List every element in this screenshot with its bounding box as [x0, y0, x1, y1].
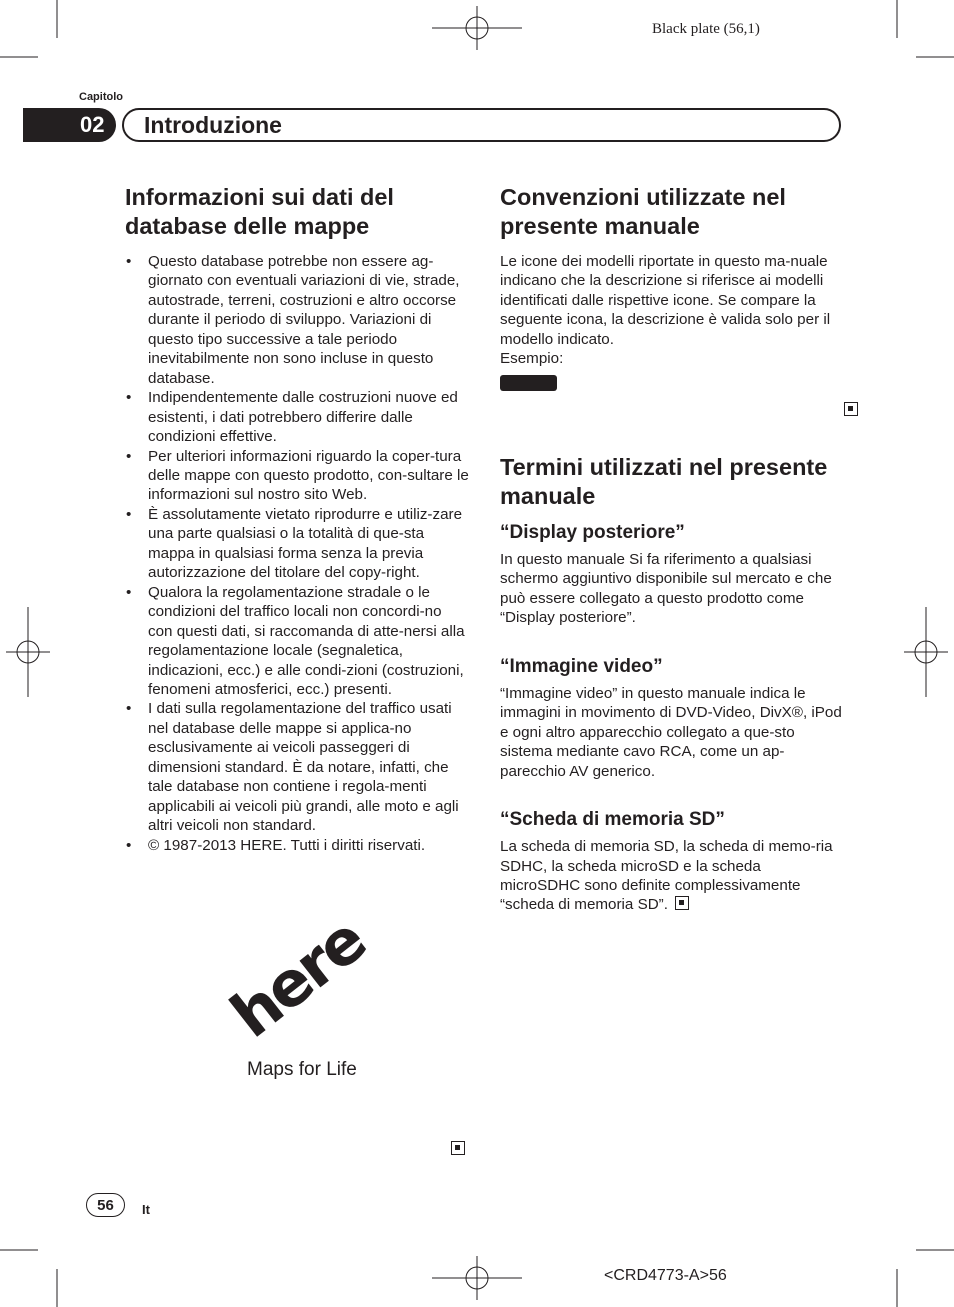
model-icon: [500, 375, 557, 391]
language-code: It: [142, 1202, 150, 1217]
conventions-heading: Convenzioni utilizzate nel presente manuale: [500, 184, 786, 239]
section-end-icon: [675, 896, 689, 910]
document-code: <CRD4773-A>56: [604, 1267, 727, 1284]
here-logo: [217, 903, 378, 1052]
conventions-text: Le icone dei modelli riportate in questo ma-nuale indicano che la descrizione si riferisce ai modelli identificati dalle rispettive icone. Se compare la seguente icona, la descrizione è valida solo per il modello indicato.: [500, 253, 831, 348]
section-end-icon: [451, 1141, 465, 1155]
logo-tagline: Maps for Life: [247, 1059, 357, 1080]
section-end-icon: [844, 402, 858, 416]
term-title: “Immagine video”: [500, 655, 663, 677]
chapter-number-text: 02: [80, 112, 105, 137]
map-database-bullet-list: [125, 252, 470, 855]
terms-heading: Termini utilizzati nel presente manuale: [500, 454, 828, 509]
chapter-number: [23, 108, 116, 142]
list-item: • Questo database potrebbe non essere ag-giornato con eventuali variazioni di vie, strade, autostrade, terreni, costruzioni e altro occorse durante il periodo di sviluppo. Variazioni di questo tipo successive a tale periodo inevitabilmente non sono incluse in questo database.: [125, 252, 470, 388]
term-text: “Immagine video” in questo manuale indica le immagini in movimento di DVD-Video, DivX®, iPod e ogni altro apparecchio collegato a que-sto sistema mediante cavo RCA, come un ap-parecchio AV generico.: [500, 684, 842, 780]
list-item: • © 1987-2013 HERE. Tutti i diritti riservati.: [125, 836, 470, 855]
chapter-title: Introduzione: [144, 111, 282, 138]
page-number-badge: [86, 1193, 125, 1217]
chapter-title-bar: [122, 108, 841, 142]
list-item: • Indipendentemente dalle costruzioni nuove ed esistenti, i dati potrebbero differire dalle condizioni effettive.: [125, 388, 470, 446]
chapter-label: Capitolo: [79, 91, 123, 103]
plate-label: Black plate (56,1): [652, 21, 760, 37]
term-title: “Display posteriore”: [500, 522, 685, 543]
list-item: • Per ulteriori informazioni riguardo la coper-tura delle mappe con questo prodotto, con-sultare le informazioni sul nostro sito Web.: [125, 447, 470, 505]
example-label: Esempio:: [500, 350, 564, 368]
page-number: 56: [97, 1196, 114, 1214]
svg-text:here: here: [217, 903, 378, 1052]
term-text: In questo manuale Si fa riferimento a qualsiasi schermo aggiuntivo disponibile sul mercato e che può essere collegato a questo prodotto come “Display posteriore”.: [500, 551, 832, 627]
map-database-section: [125, 183, 470, 855]
term-text-block: [500, 837, 845, 915]
list-item: • È assolutamente vietato riprodurre e utiliz-zare una parte qualsiasi o la totalità di que-sta mappa in qualsiasi forma senza la previa autorizzazione del titolare del copy-right.: [125, 505, 470, 583]
terms-section: [500, 453, 845, 915]
map-database-heading: Informazioni sui dati del database delle mappe: [125, 184, 394, 239]
term-title: “Scheda di memoria SD”: [500, 809, 725, 831]
list-item: • I dati sulla regolamentazione del traffico usati nel database delle mappe si applica-no esclusivamente ai veicoli passeggeri di dimensioni standard. È da notare, infatti, che tale database non contiene i regola-menti applicabili ai veicoli più grandi, alle moto e agli altri veicoli non standard.: [125, 699, 470, 835]
list-item: • Qualora la regolamentazione stradale o le condizioni del traffico locali non concordi-no con questi dati, si raccomanda di atte-nersi alla regolamentazione locale (segnaletica, indicazioni, ecc.) e alle condi-zioni (costruzioni, fenomeni atmosferici, ecc.) presenti.: [125, 583, 470, 700]
term-text: La scheda di memoria SD, la scheda di memo-ria SDHC, la scheda microSD e la scheda microSDHC sono definite complessivamente “scheda di memoria SD”.: [500, 838, 833, 914]
conventions-section: [500, 183, 845, 369]
